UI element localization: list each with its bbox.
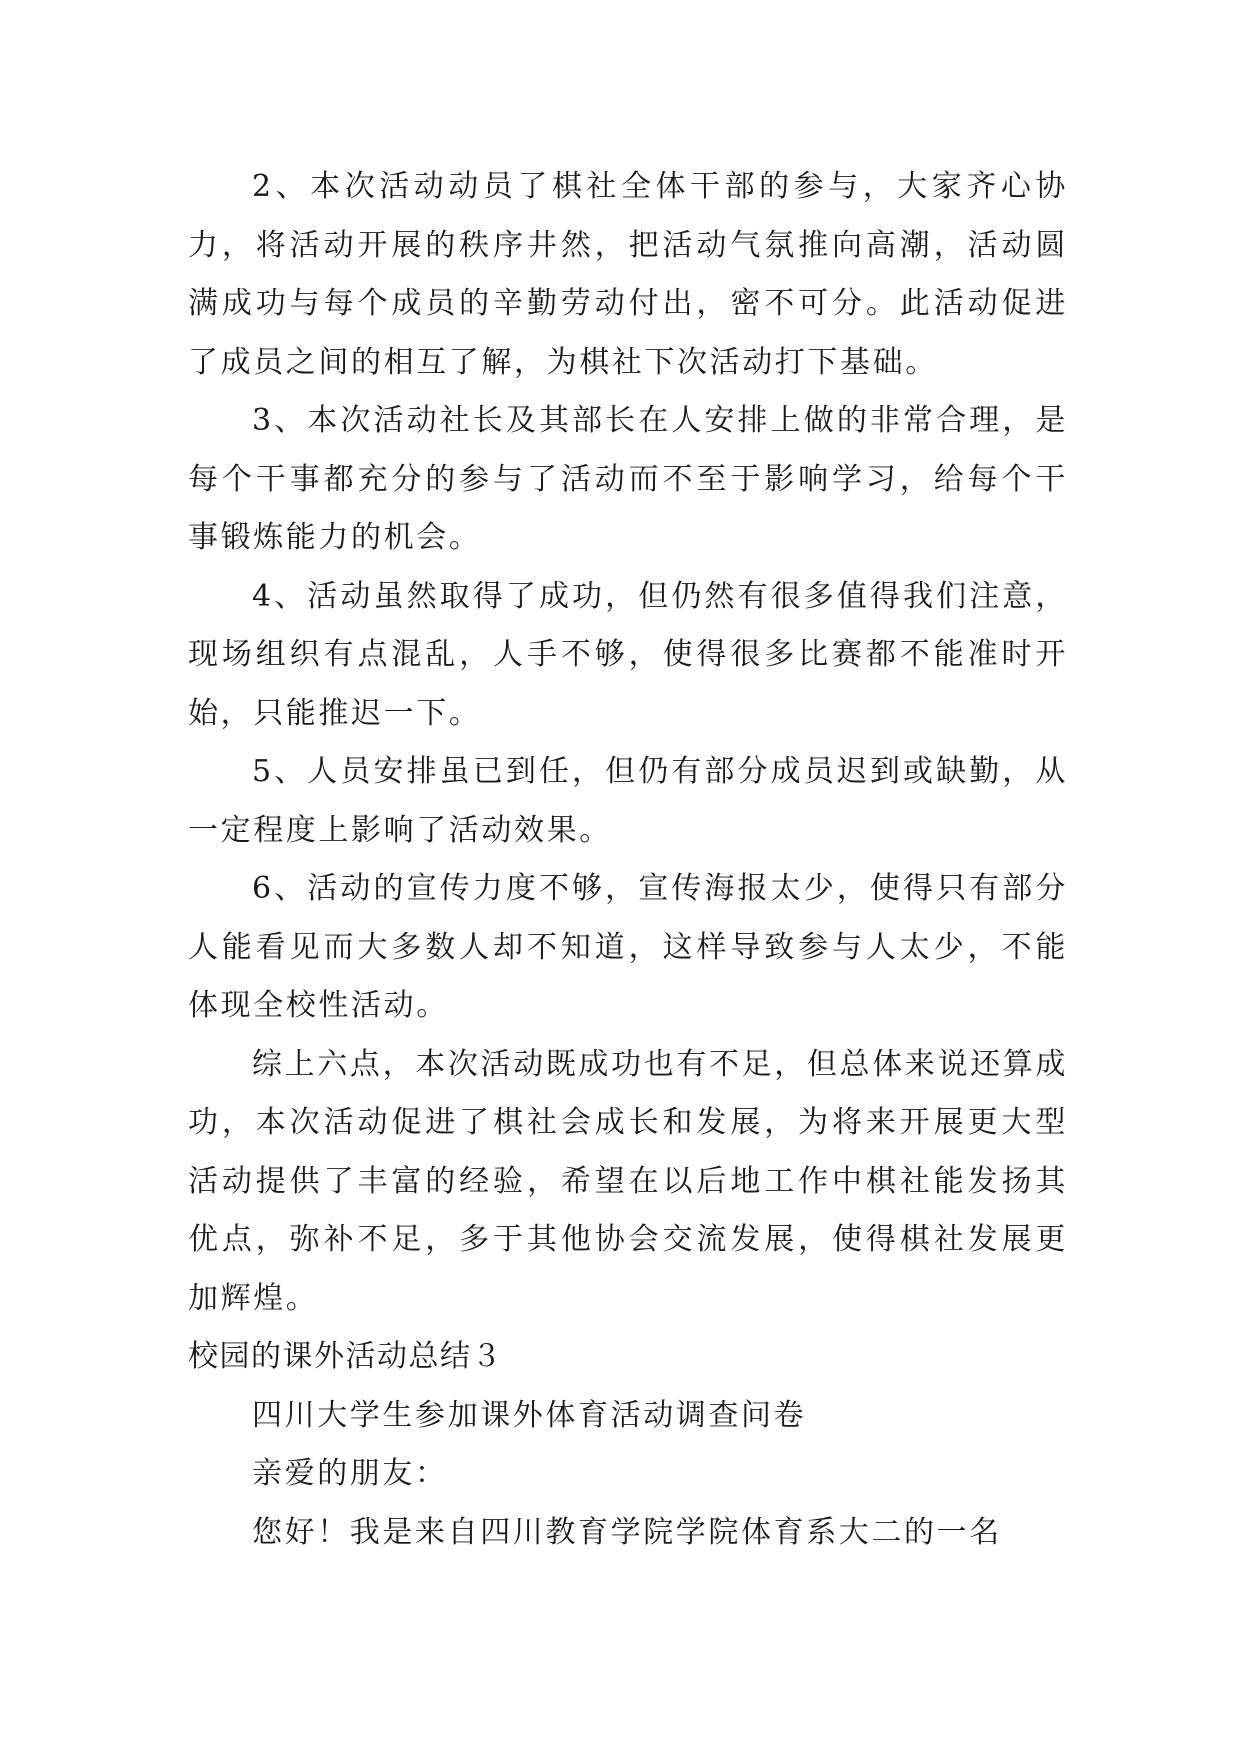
section-heading: 校园的课外活动总结３ (188, 1339, 503, 1374)
paragraph-5: 5、人员安排虽已到任，但仍有部分成员迟到或缺勤，从一定程度上影响了活动效果。 (188, 754, 1068, 848)
paragraph-4: 4、活动虽然取得了成功，但仍然有很多值得我们注意，现场组织有点混乱，人手不够，使得很多比赛都不能准时开始，只能推迟一下。 (188, 578, 1068, 731)
document-page (188, 158, 1068, 1562)
salutation: 亲爱的朋友： (252, 1456, 448, 1491)
paragraph-2: 2、本次活动动员了棋社全体干部的参与，大家齐心协力，将活动开展的秩序井然，把活动气氛推向高潮，活动圆满成功与每个成员的辛勤劳动付出，密不可分。此活动促进了成员之间的相互了解，为棋社下次活动打下基础。 (188, 169, 1068, 380)
paragraph-6: 6、活动的宣传力度不够，宣传海报太少，使得只有部分人能看见而大多数人却不知道，这样导致参与人太少，不能体现全校性活动。 (188, 871, 1068, 1023)
greeting-paragraph: 您好！我是来自四川教育学院学院体育系大二的一名 (252, 1514, 1002, 1550)
paragraph-3: 3、本次活动社长及其部长在人安排上做的非常合理，是每个干事都充分的参与了活动而不至于影响学习，给每个干事锻炼能力的机会。 (188, 403, 1068, 555)
paragraph-summary: 综上六点，本次活动既成功也有不足，但总体来说还算成功，本次活动促进了棋社会成长和发展，为将来开展更大型活动提供了丰富的经验，希望在以后地工作中棋社能发扬其优点，弥补不足，多于其他协会交流发展，使得棋社发展更加辉煌。 (188, 1046, 1068, 1316)
survey-title: 四川大学生参加课外体育活动调查问卷 (252, 1397, 807, 1433)
